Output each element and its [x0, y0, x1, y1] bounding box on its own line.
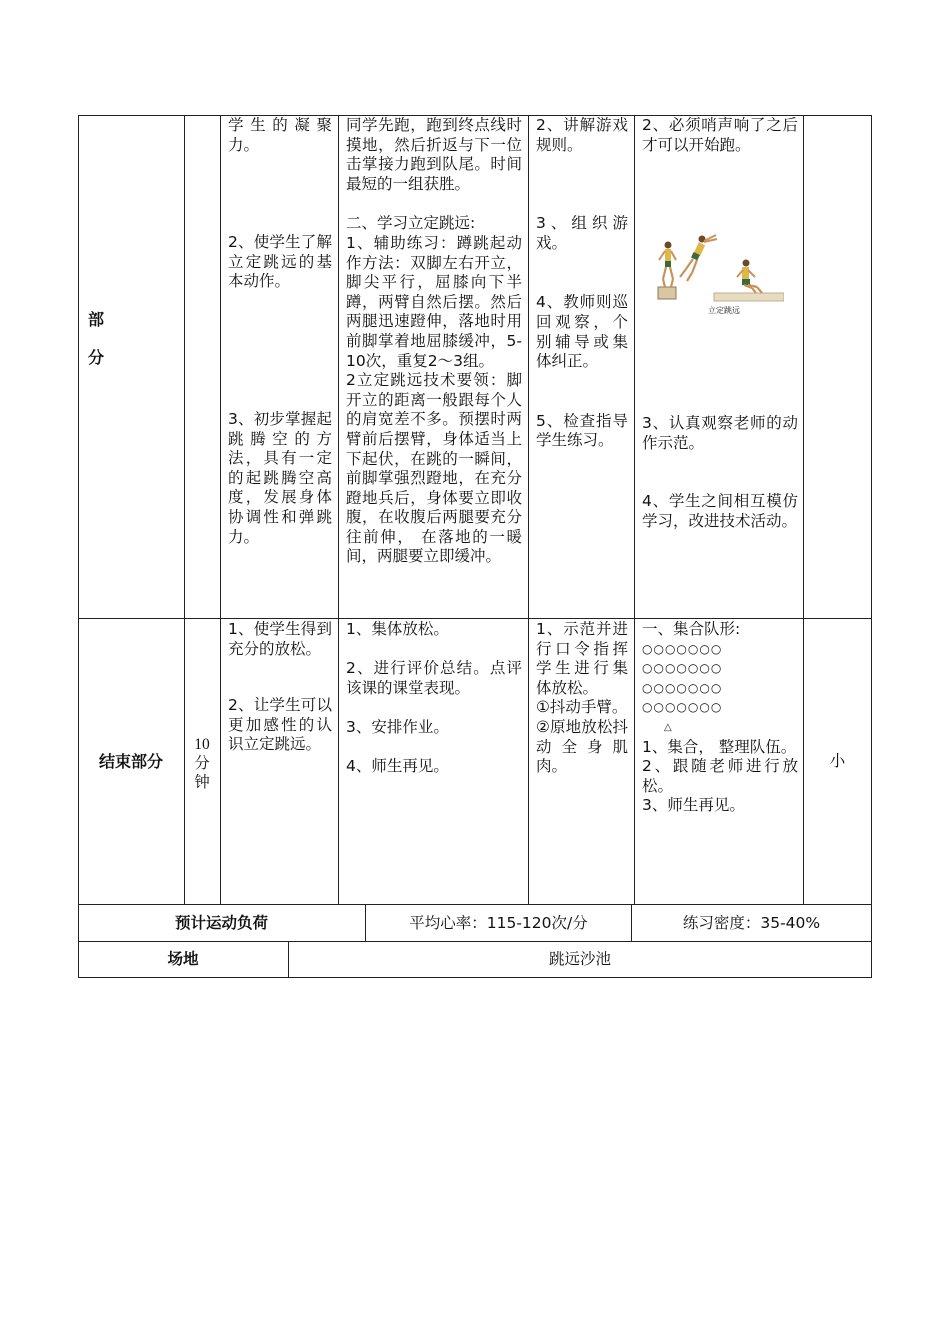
student-cell-main: [642, 116, 798, 155]
section-label-end: 结束部分: [98, 752, 163, 771]
table-border-right: [871, 115, 872, 978]
content-item: 同学先跑，跑到终点线时摸地，然后折返与下一位击掌接力跑到队尾。时间最短的一组获胜。: [346, 116, 522, 193]
content-cell-end: [346, 620, 522, 777]
teacher-cell-end: [536, 620, 628, 777]
time-cell: [184, 735, 220, 792]
col-divider: [803, 115, 804, 904]
row-divider: [78, 904, 872, 905]
content-item: 2、进行评价总结。点评该课的课堂表现。: [346, 659, 522, 697]
row-divider: [78, 941, 872, 942]
student-item: 2、必须哨声响了之后才可以开始跑。: [642, 116, 798, 154]
content-item: 二、学习立定跳远:: [346, 214, 476, 233]
venue-label: 场地: [167, 950, 199, 968]
teacher-item: 4、教师则巡回观察，个别辅导或集体纠正。: [536, 293, 628, 371]
time-unit-char: 钟: [194, 773, 210, 791]
venue-value: 跳远沙池: [548, 950, 611, 968]
teacher-item: ②原地放松抖动全身肌肉。: [536, 717, 628, 776]
content-item: 3、安排作业。: [346, 717, 449, 736]
takeoff-board: [658, 287, 676, 299]
teacher-item: ①抖动手臂。: [536, 698, 628, 717]
student-item: 3、认真观察老师的动作示范。: [642, 414, 798, 452]
row-divider: [78, 618, 872, 619]
teacher-item: 1、示范并进行口令指挥学生进行集体放松。: [536, 620, 628, 697]
student-item: 3、师生再见。: [642, 796, 745, 815]
goal-item: 1、使学生得到充分的放松。: [228, 620, 332, 658]
col-divider: [634, 115, 635, 904]
col-divider: [338, 115, 339, 904]
teacher-position-mark: △: [664, 721, 672, 733]
student-item: 2、跟随老师进行放松。: [642, 757, 798, 795]
student-item: 1、集合， 整理队伍。: [642, 737, 797, 756]
teacher-item: 5、检查指导学生练习。: [536, 411, 628, 450]
lesson-plan-table: [78, 115, 872, 978]
content-item: 1、辅助练习：蹲跳起动作方法：双脚左右开立，脚尖平行，屈膝向下半蹲，两臂自然后摆。然后两腿迅速蹬伸，落地时用前脚掌着地屈膝缓冲，5-10次，重复2～3组。: [346, 233, 522, 370]
teacher-cell-main: [536, 116, 628, 451]
goal-item: 2、让学生可以更加感性的认识立定跳远。: [228, 696, 332, 754]
goal-item: 3、初步掌握起跳腾空的方法，具有一定的起跳腾空高度，发展身体协调性和弹跳力。: [228, 409, 332, 546]
table-border-bottom: [78, 977, 872, 978]
table-border-left: [78, 115, 79, 978]
goal-item: 学生的凝聚力。: [228, 116, 332, 154]
practice-density-value: 练习密度：35-40%: [682, 914, 821, 932]
jumper-figure-flight: [680, 235, 717, 281]
student-item: 4、学生之间相互模仿学习，改进技术活动。: [642, 492, 798, 530]
goal-item: 2、使学生了解立定跳远的基本动作。: [228, 233, 332, 291]
teacher-item: 2、讲解游戏规则。: [536, 116, 628, 154]
heart-rate-value: 平均心率：115-120次/分: [409, 914, 588, 932]
content-cell-main: [346, 116, 522, 567]
col-divider: [528, 115, 529, 904]
formation-title: 一、集合队形:: [642, 620, 741, 638]
jumper-figure-landing: [737, 260, 762, 294]
formation-row: ○○○○○○○: [642, 641, 723, 656]
load-label: 预计运动负荷: [174, 914, 268, 932]
content-item: 1、集体放松。: [346, 620, 449, 638]
content-item: 2立定跳远技术要领：脚开立的距离一般跟每个人的肩宽差不多。预摆时两臂前后摆臂，身体适当上下起伏，在跳的一瞬间，前脚掌强烈蹬地，在充分蹬地兵后，身体要立即收腹，在收腹后两腿要充分往前伸， 在落地的一暖间，两腿要立即缓冲。: [346, 371, 522, 566]
student-cell-main-lower: [642, 414, 798, 531]
section-label-char: 分: [88, 348, 105, 367]
goals-cell-end: [228, 620, 332, 755]
intensity-value: 小: [829, 752, 846, 770]
student-cell-end: [642, 620, 798, 816]
formation-row: ○○○○○○○: [642, 661, 723, 676]
section-label-main: [88, 310, 128, 368]
image-caption: 立定跳远: [708, 306, 740, 315]
formation-row: ○○○○○○○: [642, 680, 723, 695]
formation-row: ○○○○○○○: [642, 700, 723, 715]
section-label-char: 部: [88, 310, 105, 329]
col-divider: [220, 115, 221, 904]
content-item: 4、师生再见。: [346, 757, 449, 776]
time-value: 10: [194, 736, 210, 753]
teacher-item: 3、组织游戏。: [536, 214, 628, 252]
time-unit-char: 分: [194, 754, 210, 772]
long-jump-illustration: [656, 233, 784, 317]
sand-pit: [714, 293, 784, 301]
goals-cell-main: [228, 116, 332, 547]
jumper-figure-crouch: [659, 242, 676, 288]
